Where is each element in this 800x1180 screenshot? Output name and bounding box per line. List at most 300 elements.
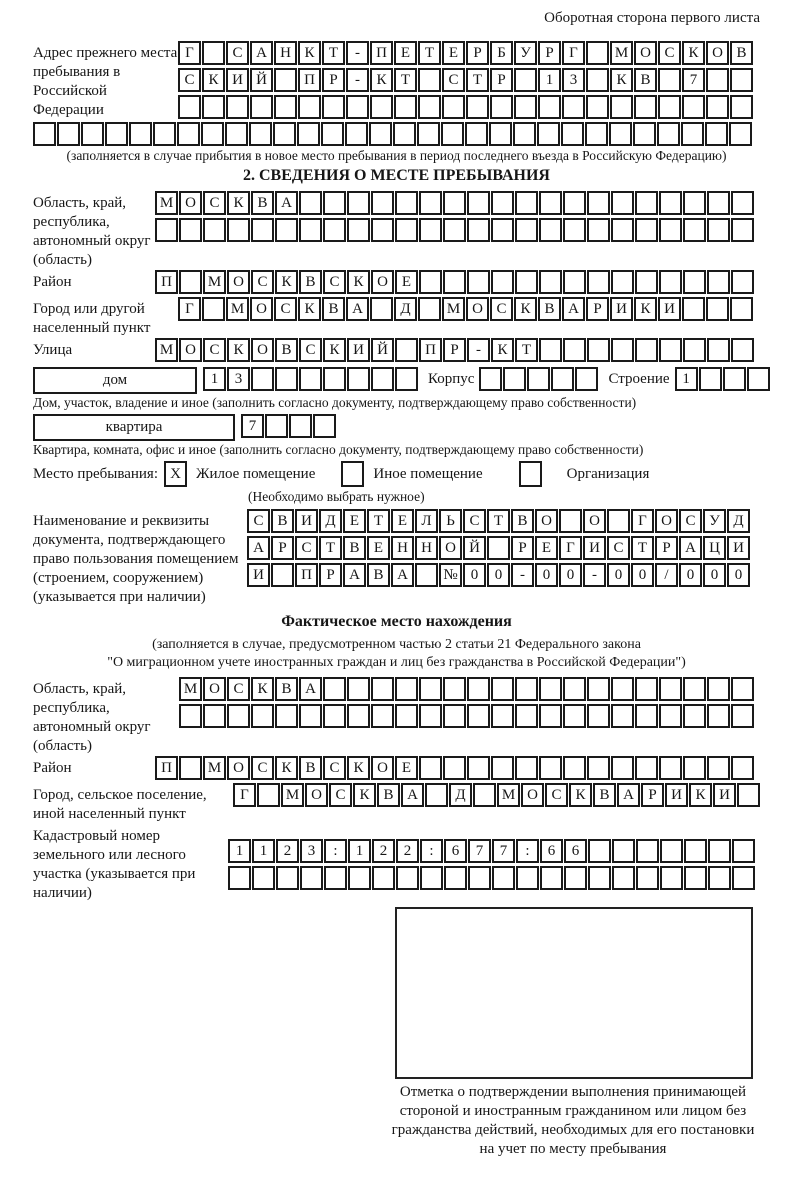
char-box[interactable] bbox=[467, 677, 490, 701]
char-box[interactable]: 7 bbox=[682, 68, 705, 92]
char-box[interactable] bbox=[347, 191, 370, 215]
char-box[interactable]: В bbox=[299, 756, 322, 780]
char-box[interactable]: С bbox=[323, 270, 346, 294]
char-box[interactable]: 2 bbox=[396, 839, 419, 863]
char-box[interactable] bbox=[491, 270, 514, 294]
char-box[interactable]: А bbox=[247, 536, 270, 560]
char-box[interactable] bbox=[491, 218, 514, 242]
char-box[interactable]: О bbox=[251, 338, 274, 362]
char-box[interactable] bbox=[417, 122, 440, 146]
char-box[interactable]: 0 bbox=[703, 563, 726, 587]
char-box[interactable]: А bbox=[617, 783, 640, 807]
char-box[interactable]: Д bbox=[394, 297, 417, 321]
char-box[interactable]: Г bbox=[631, 509, 654, 533]
char-box[interactable]: 6 bbox=[444, 839, 467, 863]
char-box[interactable] bbox=[396, 866, 419, 890]
char-box[interactable]: 0 bbox=[607, 563, 630, 587]
char-box[interactable] bbox=[251, 367, 274, 391]
char-box[interactable] bbox=[81, 122, 104, 146]
char-box[interactable] bbox=[275, 367, 298, 391]
char-box[interactable] bbox=[731, 218, 754, 242]
char-box[interactable] bbox=[418, 95, 441, 119]
char-box[interactable] bbox=[705, 122, 728, 146]
char-box[interactable] bbox=[515, 191, 538, 215]
char-box[interactable]: К bbox=[298, 41, 321, 65]
char-box[interactable]: В bbox=[538, 297, 561, 321]
char-box[interactable] bbox=[321, 122, 344, 146]
char-box[interactable]: Б bbox=[490, 41, 513, 65]
char-box[interactable]: М bbox=[226, 297, 249, 321]
char-box[interactable] bbox=[731, 756, 754, 780]
char-box[interactable] bbox=[611, 270, 634, 294]
char-box[interactable]: К bbox=[251, 677, 274, 701]
char-box[interactable] bbox=[611, 704, 634, 728]
char-box[interactable] bbox=[515, 677, 538, 701]
char-box[interactable] bbox=[731, 191, 754, 215]
char-box[interactable] bbox=[682, 95, 705, 119]
char-box[interactable] bbox=[551, 367, 574, 391]
char-box[interactable]: П bbox=[419, 338, 442, 362]
checkbox-organization[interactable] bbox=[519, 461, 543, 487]
char-box[interactable] bbox=[513, 122, 536, 146]
char-box[interactable]: С bbox=[295, 536, 318, 560]
char-box[interactable] bbox=[372, 866, 395, 890]
char-box[interactable] bbox=[587, 338, 610, 362]
char-box[interactable] bbox=[467, 218, 490, 242]
char-box[interactable] bbox=[563, 218, 586, 242]
char-box[interactable] bbox=[324, 866, 347, 890]
char-box[interactable]: О bbox=[203, 677, 226, 701]
char-box[interactable] bbox=[491, 704, 514, 728]
char-box[interactable] bbox=[514, 95, 537, 119]
char-box[interactable]: В bbox=[251, 191, 274, 215]
char-box[interactable] bbox=[395, 367, 418, 391]
char-box[interactable] bbox=[297, 122, 320, 146]
char-box[interactable]: И bbox=[583, 536, 606, 560]
char-box[interactable]: М bbox=[281, 783, 304, 807]
char-box[interactable]: С bbox=[329, 783, 352, 807]
char-box[interactable]: К bbox=[323, 338, 346, 362]
char-box[interactable]: Е bbox=[391, 509, 414, 533]
char-box[interactable]: Г bbox=[559, 536, 582, 560]
char-box[interactable]: О bbox=[227, 270, 250, 294]
char-box[interactable]: Т bbox=[487, 509, 510, 533]
char-box[interactable]: 0 bbox=[631, 563, 654, 587]
char-box[interactable]: 3 bbox=[227, 367, 250, 391]
char-box[interactable]: 6 bbox=[564, 839, 587, 863]
char-box[interactable] bbox=[299, 218, 322, 242]
char-box[interactable]: С bbox=[299, 338, 322, 362]
char-box[interactable]: / bbox=[655, 563, 678, 587]
char-box[interactable]: : bbox=[516, 839, 539, 863]
char-box[interactable]: У bbox=[514, 41, 537, 65]
char-box[interactable]: № bbox=[439, 563, 462, 587]
char-box[interactable] bbox=[491, 191, 514, 215]
char-box[interactable]: К bbox=[227, 191, 250, 215]
char-box[interactable] bbox=[587, 218, 610, 242]
char-box[interactable] bbox=[634, 95, 657, 119]
char-box[interactable]: Ц bbox=[703, 536, 726, 560]
char-box[interactable] bbox=[257, 783, 280, 807]
char-box[interactable]: - bbox=[511, 563, 534, 587]
char-box[interactable]: А bbox=[562, 297, 585, 321]
char-box[interactable] bbox=[395, 704, 418, 728]
char-box[interactable] bbox=[323, 191, 346, 215]
char-box[interactable] bbox=[370, 297, 393, 321]
char-box[interactable]: О bbox=[583, 509, 606, 533]
char-box[interactable] bbox=[731, 704, 754, 728]
char-box[interactable] bbox=[443, 270, 466, 294]
char-box[interactable] bbox=[612, 866, 635, 890]
char-box[interactable]: Г bbox=[562, 41, 585, 65]
char-box[interactable]: С bbox=[490, 297, 513, 321]
char-box[interactable] bbox=[539, 677, 562, 701]
char-box[interactable]: И bbox=[713, 783, 736, 807]
char-box[interactable]: С bbox=[679, 509, 702, 533]
char-box[interactable]: К bbox=[682, 41, 705, 65]
char-box[interactable]: Е bbox=[394, 41, 417, 65]
char-box[interactable] bbox=[588, 866, 611, 890]
char-box[interactable] bbox=[708, 839, 731, 863]
char-box[interactable] bbox=[419, 704, 442, 728]
char-box[interactable]: Р bbox=[586, 297, 609, 321]
char-box[interactable] bbox=[201, 122, 224, 146]
char-box[interactable] bbox=[684, 866, 707, 890]
char-box[interactable] bbox=[129, 122, 152, 146]
char-box[interactable] bbox=[313, 414, 336, 438]
char-box[interactable]: Р bbox=[466, 41, 489, 65]
char-box[interactable] bbox=[300, 866, 323, 890]
char-box[interactable]: Т bbox=[418, 41, 441, 65]
char-box[interactable]: : bbox=[420, 839, 443, 863]
char-box[interactable] bbox=[394, 95, 417, 119]
char-box[interactable]: Е bbox=[343, 509, 366, 533]
char-box[interactable]: М bbox=[497, 783, 520, 807]
char-box[interactable]: А bbox=[401, 783, 424, 807]
char-box[interactable]: В bbox=[593, 783, 616, 807]
char-box[interactable] bbox=[276, 866, 299, 890]
char-box[interactable] bbox=[443, 218, 466, 242]
char-box[interactable] bbox=[527, 367, 550, 391]
char-box[interactable] bbox=[660, 866, 683, 890]
char-box[interactable]: 1 bbox=[675, 367, 698, 391]
char-box[interactable] bbox=[635, 191, 658, 215]
char-box[interactable]: 3 bbox=[300, 839, 323, 863]
char-box[interactable]: О bbox=[466, 297, 489, 321]
char-box[interactable]: С bbox=[463, 509, 486, 533]
char-box[interactable] bbox=[289, 414, 312, 438]
char-box[interactable]: К bbox=[202, 68, 225, 92]
char-box[interactable] bbox=[371, 218, 394, 242]
char-box[interactable]: 0 bbox=[487, 563, 510, 587]
char-box[interactable] bbox=[299, 704, 322, 728]
char-box[interactable]: П bbox=[370, 41, 393, 65]
char-box[interactable] bbox=[425, 783, 448, 807]
char-box[interactable] bbox=[418, 68, 441, 92]
char-box[interactable] bbox=[732, 866, 755, 890]
char-box[interactable] bbox=[539, 270, 562, 294]
char-box[interactable]: 1 bbox=[203, 367, 226, 391]
char-box[interactable] bbox=[202, 297, 225, 321]
char-box[interactable]: - bbox=[346, 41, 369, 65]
char-box[interactable] bbox=[731, 338, 754, 362]
char-box[interactable] bbox=[658, 95, 681, 119]
char-box[interactable]: А bbox=[343, 563, 366, 587]
char-box[interactable]: - bbox=[467, 338, 490, 362]
char-box[interactable] bbox=[537, 122, 560, 146]
char-box[interactable] bbox=[659, 270, 682, 294]
char-box[interactable]: Д bbox=[319, 509, 342, 533]
char-box[interactable] bbox=[179, 218, 202, 242]
char-box[interactable]: 6 bbox=[540, 839, 563, 863]
char-box[interactable] bbox=[323, 218, 346, 242]
char-box[interactable] bbox=[609, 122, 632, 146]
char-box[interactable]: К bbox=[298, 297, 321, 321]
char-box[interactable] bbox=[347, 367, 370, 391]
char-box[interactable]: В bbox=[634, 68, 657, 92]
char-box[interactable] bbox=[419, 218, 442, 242]
char-box[interactable]: Р bbox=[490, 68, 513, 92]
char-box[interactable]: А bbox=[250, 41, 273, 65]
char-box[interactable]: К bbox=[634, 297, 657, 321]
char-box[interactable] bbox=[419, 677, 442, 701]
char-box[interactable] bbox=[587, 704, 610, 728]
char-box[interactable] bbox=[681, 122, 704, 146]
char-box[interactable] bbox=[179, 704, 202, 728]
char-box[interactable]: В bbox=[730, 41, 753, 65]
char-box[interactable]: 7 bbox=[241, 414, 264, 438]
char-box[interactable] bbox=[323, 677, 346, 701]
char-box[interactable]: Р bbox=[641, 783, 664, 807]
char-box[interactable]: С bbox=[247, 509, 270, 533]
char-box[interactable] bbox=[33, 122, 56, 146]
char-box[interactable] bbox=[395, 338, 418, 362]
char-box[interactable] bbox=[323, 367, 346, 391]
char-box[interactable] bbox=[706, 95, 729, 119]
char-box[interactable]: Н bbox=[274, 41, 297, 65]
char-box[interactable]: С bbox=[203, 338, 226, 362]
char-box[interactable]: А bbox=[679, 536, 702, 560]
char-box[interactable]: И bbox=[727, 536, 750, 560]
char-box[interactable]: Е bbox=[395, 756, 418, 780]
char-box[interactable] bbox=[587, 756, 610, 780]
char-box[interactable] bbox=[490, 95, 513, 119]
char-box[interactable] bbox=[203, 218, 226, 242]
char-box[interactable] bbox=[539, 338, 562, 362]
char-box[interactable] bbox=[519, 461, 542, 487]
char-box[interactable]: О bbox=[706, 41, 729, 65]
char-box[interactable]: Е bbox=[395, 270, 418, 294]
char-box[interactable] bbox=[393, 122, 416, 146]
char-box[interactable]: Т bbox=[319, 536, 342, 560]
char-box[interactable] bbox=[473, 783, 496, 807]
char-box[interactable]: Р bbox=[655, 536, 678, 560]
char-box[interactable]: А bbox=[346, 297, 369, 321]
char-box[interactable]: Н bbox=[391, 536, 414, 560]
char-box[interactable]: 0 bbox=[727, 563, 750, 587]
char-box[interactable] bbox=[467, 704, 490, 728]
char-box[interactable] bbox=[347, 704, 370, 728]
char-box[interactable] bbox=[731, 677, 754, 701]
char-box[interactable] bbox=[105, 122, 128, 146]
char-box[interactable] bbox=[732, 839, 755, 863]
char-box[interactable]: С bbox=[274, 297, 297, 321]
char-box[interactable] bbox=[658, 68, 681, 92]
char-box[interactable]: Г bbox=[178, 297, 201, 321]
char-box[interactable] bbox=[443, 756, 466, 780]
char-box[interactable]: С bbox=[658, 41, 681, 65]
char-box[interactable]: К bbox=[569, 783, 592, 807]
char-box[interactable] bbox=[395, 191, 418, 215]
char-box[interactable]: 3 bbox=[562, 68, 585, 92]
char-box[interactable] bbox=[737, 783, 760, 807]
char-box[interactable] bbox=[559, 509, 582, 533]
char-box[interactable]: 0 bbox=[535, 563, 558, 587]
char-box[interactable] bbox=[564, 866, 587, 890]
char-box[interactable] bbox=[515, 704, 538, 728]
char-box[interactable] bbox=[153, 122, 176, 146]
char-box[interactable] bbox=[587, 270, 610, 294]
char-box[interactable] bbox=[683, 270, 706, 294]
char-box[interactable]: Й bbox=[250, 68, 273, 92]
char-box[interactable] bbox=[707, 218, 730, 242]
char-box[interactable] bbox=[563, 677, 586, 701]
char-box[interactable]: О bbox=[655, 509, 678, 533]
char-box[interactable]: С bbox=[227, 677, 250, 701]
char-box[interactable]: И bbox=[347, 338, 370, 362]
char-box[interactable] bbox=[227, 218, 250, 242]
char-box[interactable] bbox=[420, 866, 443, 890]
char-box[interactable]: Р bbox=[322, 68, 345, 92]
char-box[interactable] bbox=[265, 414, 288, 438]
char-box[interactable] bbox=[467, 756, 490, 780]
char-box[interactable]: 7 bbox=[468, 839, 491, 863]
char-box[interactable] bbox=[575, 367, 598, 391]
char-box[interactable] bbox=[611, 338, 634, 362]
char-box[interactable]: М bbox=[155, 191, 178, 215]
char-box[interactable] bbox=[251, 704, 274, 728]
char-box[interactable] bbox=[341, 461, 364, 487]
char-box[interactable] bbox=[586, 95, 609, 119]
char-box[interactable]: Р bbox=[511, 536, 534, 560]
char-box[interactable] bbox=[443, 677, 466, 701]
char-box[interactable] bbox=[682, 297, 705, 321]
char-box[interactable] bbox=[539, 756, 562, 780]
char-box[interactable]: В bbox=[343, 536, 366, 560]
char-box[interactable] bbox=[539, 191, 562, 215]
char-box[interactable] bbox=[395, 218, 418, 242]
char-box[interactable] bbox=[731, 270, 754, 294]
char-box[interactable] bbox=[563, 338, 586, 362]
char-box[interactable] bbox=[251, 218, 274, 242]
char-box[interactable]: У bbox=[703, 509, 726, 533]
char-box[interactable] bbox=[202, 95, 225, 119]
char-box[interactable] bbox=[699, 367, 722, 391]
char-box[interactable]: 1 bbox=[348, 839, 371, 863]
char-box[interactable] bbox=[563, 756, 586, 780]
char-box[interactable] bbox=[419, 191, 442, 215]
char-box[interactable] bbox=[275, 218, 298, 242]
char-box[interactable]: Т bbox=[394, 68, 417, 92]
char-box[interactable] bbox=[635, 218, 658, 242]
char-box[interactable] bbox=[466, 95, 489, 119]
char-box[interactable]: 2 bbox=[276, 839, 299, 863]
char-box[interactable]: Р bbox=[443, 338, 466, 362]
char-box[interactable] bbox=[707, 270, 730, 294]
char-box[interactable]: П bbox=[155, 756, 178, 780]
char-box[interactable]: С bbox=[178, 68, 201, 92]
char-box[interactable]: В bbox=[299, 270, 322, 294]
char-box[interactable]: С bbox=[226, 41, 249, 65]
char-box[interactable]: Л bbox=[415, 509, 438, 533]
char-box[interactable] bbox=[636, 839, 659, 863]
char-box[interactable] bbox=[348, 866, 371, 890]
char-box[interactable] bbox=[515, 218, 538, 242]
char-box[interactable]: В bbox=[367, 563, 390, 587]
checkbox-other-premises[interactable] bbox=[341, 461, 365, 487]
char-box[interactable]: О bbox=[371, 270, 394, 294]
char-box[interactable] bbox=[179, 756, 202, 780]
char-box[interactable]: В bbox=[377, 783, 400, 807]
char-box[interactable] bbox=[371, 367, 394, 391]
char-box[interactable]: С bbox=[251, 756, 274, 780]
char-box[interactable]: Г bbox=[178, 41, 201, 65]
char-box[interactable]: Т bbox=[631, 536, 654, 560]
char-box[interactable]: В bbox=[275, 338, 298, 362]
char-box[interactable]: М bbox=[155, 338, 178, 362]
char-box[interactable] bbox=[371, 191, 394, 215]
char-box[interactable]: Т bbox=[322, 41, 345, 65]
char-box[interactable] bbox=[274, 68, 297, 92]
char-box[interactable]: К bbox=[689, 783, 712, 807]
char-box[interactable] bbox=[683, 704, 706, 728]
char-box[interactable]: И bbox=[295, 509, 318, 533]
char-box[interactable] bbox=[633, 122, 656, 146]
char-box[interactable] bbox=[587, 191, 610, 215]
char-box[interactable] bbox=[479, 367, 502, 391]
char-box[interactable] bbox=[563, 270, 586, 294]
char-box[interactable]: И bbox=[226, 68, 249, 92]
char-box[interactable] bbox=[419, 756, 442, 780]
char-box[interactable]: О bbox=[179, 338, 202, 362]
char-box[interactable] bbox=[492, 866, 515, 890]
checkbox-residential[interactable] bbox=[164, 461, 188, 487]
char-box[interactable] bbox=[610, 95, 633, 119]
char-box[interactable]: О bbox=[439, 536, 462, 560]
char-box[interactable]: К bbox=[370, 68, 393, 92]
char-box[interactable]: П bbox=[295, 563, 318, 587]
char-box[interactable]: Т bbox=[466, 68, 489, 92]
char-box[interactable]: О bbox=[179, 191, 202, 215]
char-box[interactable] bbox=[659, 338, 682, 362]
char-box[interactable] bbox=[636, 866, 659, 890]
char-box[interactable] bbox=[227, 704, 250, 728]
char-box[interactable] bbox=[249, 122, 272, 146]
char-box[interactable] bbox=[635, 756, 658, 780]
char-box[interactable] bbox=[562, 95, 585, 119]
char-box[interactable]: О bbox=[634, 41, 657, 65]
char-box[interactable] bbox=[515, 756, 538, 780]
char-box[interactable] bbox=[611, 677, 634, 701]
char-box[interactable] bbox=[419, 270, 442, 294]
char-box[interactable]: С bbox=[442, 68, 465, 92]
char-box[interactable] bbox=[538, 95, 561, 119]
char-box[interactable]: К bbox=[491, 338, 514, 362]
char-box[interactable] bbox=[369, 122, 392, 146]
char-box[interactable] bbox=[442, 95, 465, 119]
char-box[interactable] bbox=[203, 704, 226, 728]
char-box[interactable]: С bbox=[545, 783, 568, 807]
